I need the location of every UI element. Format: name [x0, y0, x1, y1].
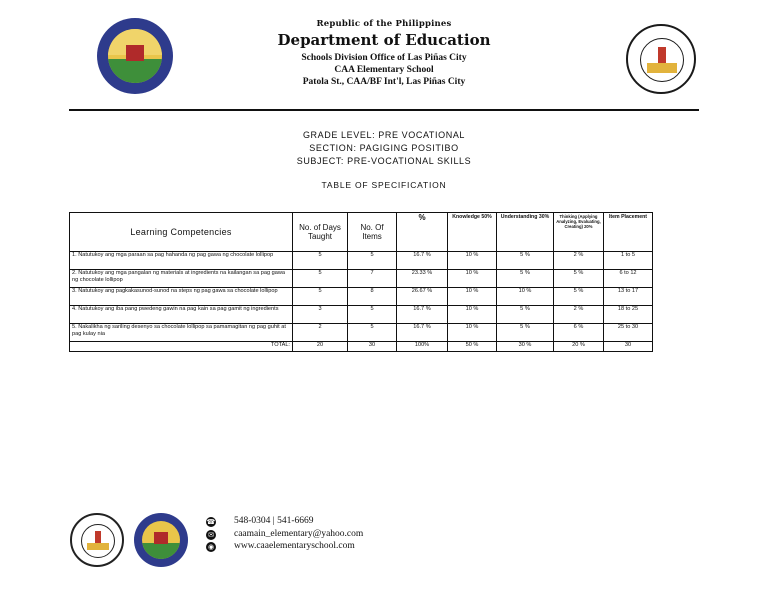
thinking-cell: 2 % [554, 306, 604, 324]
total-thinking: 20 % [554, 342, 604, 352]
specification-table [69, 212, 653, 352]
percent-cell: 26.67 % [397, 288, 448, 306]
items-cell: 5 [348, 324, 397, 342]
division-office: Schools Division Office of Las Piñas City [301, 53, 467, 63]
email-link[interactable]: caamain_elementary@yahoo.com [234, 529, 364, 539]
website-link[interactable]: www.caaelementaryschool.com [234, 541, 355, 551]
competency-cell: 5. Nakalikha ng sariling desenyo sa chocolate lollipop sa pamamagitan ng pag guhit at pag kulay nia [70, 324, 293, 342]
header-items: No. Of Items [348, 213, 397, 252]
header-divider [69, 109, 699, 111]
total-percent: 100% [397, 342, 448, 352]
percent-cell: 16.7 % [397, 252, 448, 270]
understanding-cell: 5 % [497, 252, 554, 270]
total-items: 30 [348, 342, 397, 352]
subject: SUBJECT: PRE-VOCATIONAL SKILLS [296, 156, 472, 166]
thinking-cell: 2 % [554, 252, 604, 270]
table-row [70, 324, 653, 342]
school-name: CAA Elementary School [334, 65, 434, 75]
letterhead [0, 14, 768, 94]
total-placement: 30 [604, 342, 653, 352]
knowledge-cell: 10 % [448, 252, 497, 270]
table-row [70, 306, 653, 324]
understanding-cell: 5 % [497, 324, 554, 342]
understanding-cell: 5 % [497, 306, 554, 324]
placement-cell: 18 to 25 [604, 306, 653, 324]
section: SECTION: PAGIGING POSITIBO [309, 143, 459, 153]
days-cell: 5 [293, 252, 348, 270]
total-knowledge: 50 % [448, 342, 497, 352]
header-competencies: Learning Competencies [70, 213, 293, 252]
items-cell: 5 [348, 306, 397, 324]
table-row [70, 288, 653, 306]
placement-cell: 6 to 12 [604, 270, 653, 288]
percent-cell: 16.7 % [397, 306, 448, 324]
placement-cell: 1 to 5 [604, 252, 653, 270]
placement-cell: 25 to 30 [604, 324, 653, 342]
email-icon: ✉ [206, 530, 216, 540]
thinking-cell: 5 % [554, 270, 604, 288]
understanding-cell: 10 % [497, 288, 554, 306]
thinking-cell: 6 % [554, 324, 604, 342]
globe-icon: ◉ [207, 543, 215, 551]
table-row [70, 270, 653, 288]
thinking-cell: 5 % [554, 288, 604, 306]
competency-cell: 3. Natutukoy ang pagkakasunod-sunod na steps ng pag gawa sa chocolate lollipop [70, 288, 293, 306]
table-header-row [70, 213, 653, 252]
total-days: 20 [293, 342, 348, 352]
header-thinking: Thinking (Applying Analyzing, Evaluating, Creating) 20% [554, 213, 604, 252]
phone-icon: ☎ [206, 518, 216, 526]
republic-line: Republic of the Philippines [316, 19, 452, 29]
days-cell: 3 [293, 306, 348, 324]
placement-cell: 13 to 17 [604, 288, 653, 306]
grade-level: GRADE LEVEL: PRE VOCATIONAL [302, 130, 466, 140]
total-understanding: 30 % [497, 342, 554, 352]
total-label: TOTAL: [70, 342, 293, 352]
percent-cell: 16.7 % [397, 324, 448, 342]
items-cell: 8 [348, 288, 397, 306]
items-cell: 7 [348, 270, 397, 288]
table-title: TABLE OF SPECIFICATION [321, 180, 447, 190]
knowledge-cell: 10 % [448, 270, 497, 288]
total-row [70, 342, 653, 352]
competency-cell: 2. Natutukoy ang mga pangalan ng materials at ingredients na kailangan sa pag gawa ng chocolate lollipop [70, 270, 293, 288]
school-address: Patola St., CAA/BF Int'l, Las Piñas City [302, 77, 466, 87]
knowledge-cell: 10 % [448, 288, 497, 306]
items-cell: 5 [348, 252, 397, 270]
understanding-cell: 5 % [497, 270, 554, 288]
knowledge-cell: 10 % [448, 306, 497, 324]
document-titles [0, 129, 768, 168]
days-cell: 5 [293, 288, 348, 306]
footer-school-seal-logo [134, 513, 188, 567]
header-days: No. of Days Taught [293, 213, 348, 252]
phone-text: 548-0304 | 541-6669 [234, 516, 314, 526]
table-row [70, 252, 653, 270]
knowledge-cell: 10 % [448, 324, 497, 342]
days-cell: 2 [293, 324, 348, 342]
competency-cell: 4. Natutukoy ang iba pang pwedeng gawin na pag kain sa pag gamit ng ingredients [70, 306, 293, 324]
department-name: Department of Education [277, 31, 491, 49]
header-placement: Item Placement [604, 213, 653, 252]
footer-division-seal-logo [70, 513, 124, 567]
days-cell: 5 [293, 270, 348, 288]
header-understanding: Understanding 30% [497, 213, 554, 252]
competency-cell: 1. Natutukoy ang mga paraan sa pag hahanda ng pag gawa ng chocolate lollipop [70, 252, 293, 270]
header-knowledge: Knowledge 50% [448, 213, 497, 252]
percent-cell: 23.33 % [397, 270, 448, 288]
header-percent: % [397, 213, 448, 252]
